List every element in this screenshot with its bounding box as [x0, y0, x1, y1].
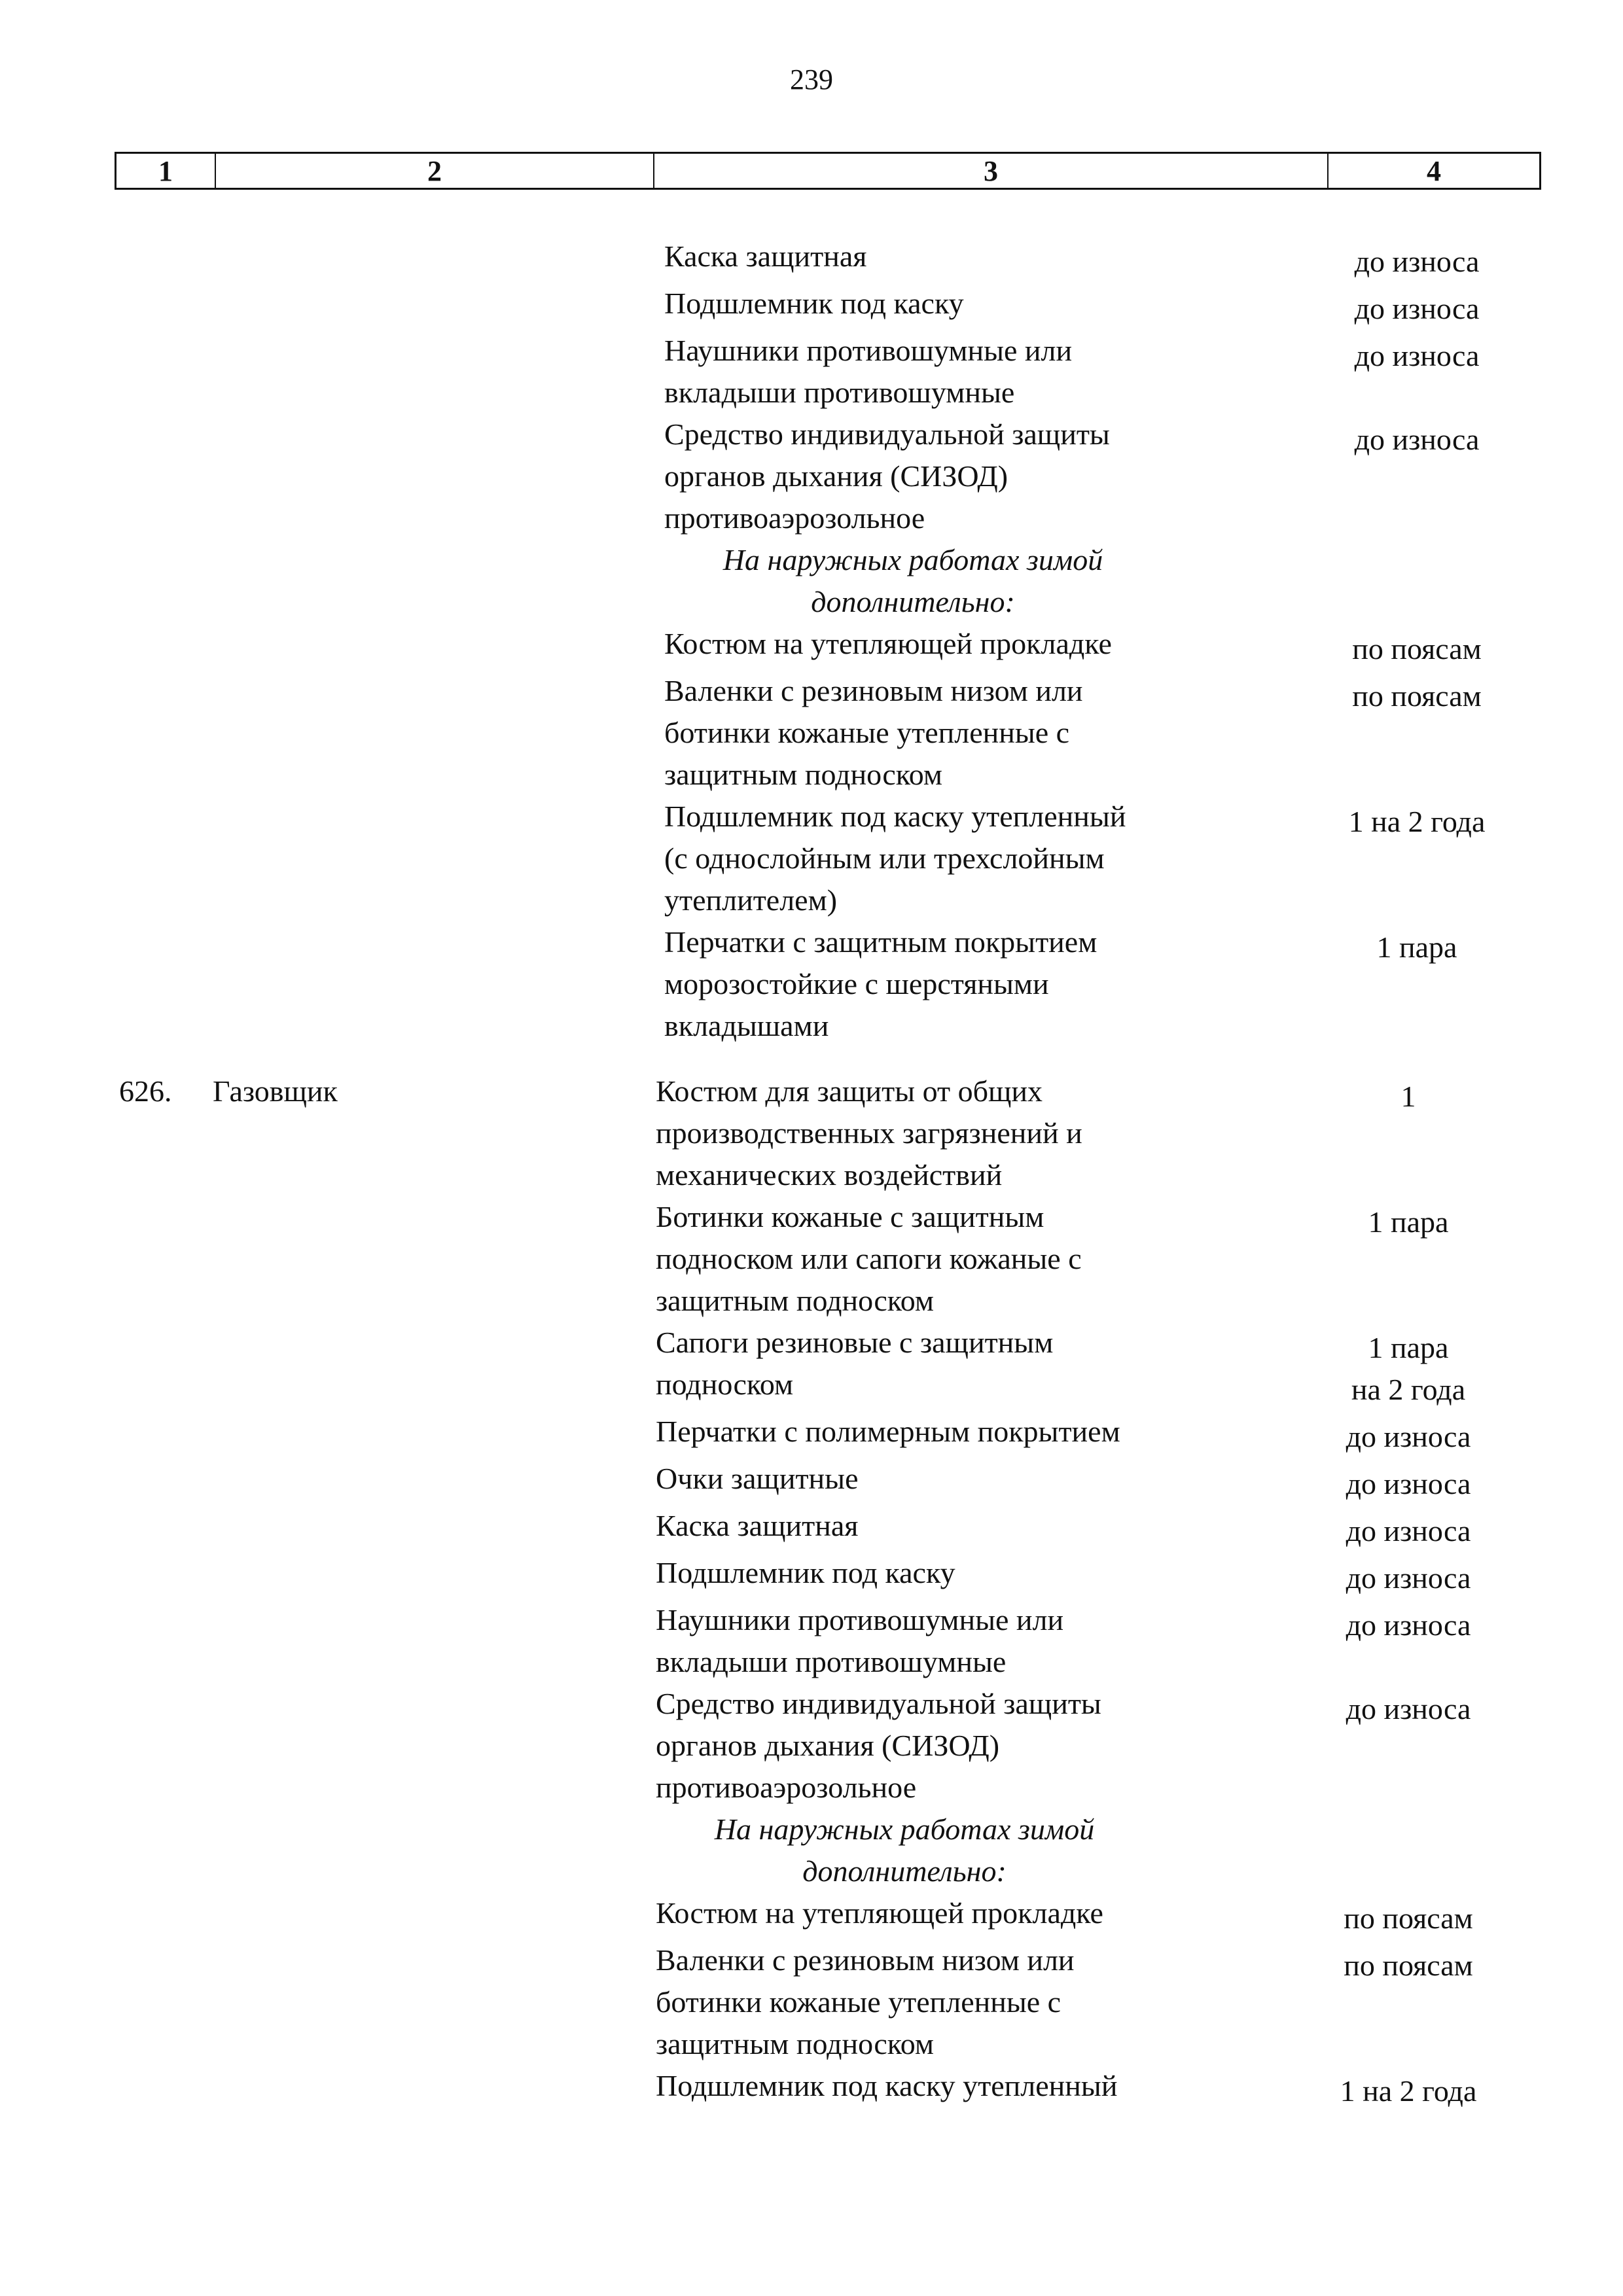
column-header-3: 3 [653, 154, 1327, 188]
ppe-item-name: Подшлемник под каску утепленный [656, 2069, 1118, 2102]
ppe-item-row [656, 1552, 1572, 1599]
ppe-item-norm: по поясам [1344, 1949, 1473, 1982]
ppe-item-row [656, 1458, 1572, 1505]
ppe-item-row [664, 283, 1580, 330]
ppe-item-name: Очки защитные [656, 1462, 859, 1495]
ppe-item-name: Костюм для защиты от общих производственных загрязнений и механических воздействий [656, 1074, 1082, 1192]
ppe-item-norm: до износа [1346, 1561, 1471, 1595]
ppe-item-name: Перчатки с полимерным покрытием [656, 1415, 1120, 1448]
ppe-item-name: Сапоги резиновые с защитным подноском [656, 1326, 1054, 1401]
ppe-item-name: Валенки с резиновым низом или ботинки кожаные утепленные с защитным подноском [664, 674, 1083, 791]
ppe-item-norm: 1 [1400, 1080, 1416, 1113]
page-number: 239 [790, 63, 833, 96]
ppe-item-norm: 1 на 2 года [1348, 805, 1486, 838]
entry-626-items [656, 1070, 1572, 2112]
ppe-item-name: Подшлемник под каску [664, 287, 964, 320]
ppe-item-name: Каска защитная [664, 239, 867, 273]
ppe-item-row [656, 1505, 1572, 1552]
winter-subheader: На наружных работах зимой дополнительно: [722, 543, 1103, 618]
ppe-item-norm: 1 пара [1376, 930, 1457, 964]
ppe-item-norm: до износа [1354, 339, 1480, 372]
ppe-item-row [656, 1683, 1572, 1809]
ppe-item-row [664, 670, 1580, 796]
ppe-item-row [664, 921, 1580, 1047]
ppe-item-norm: до износа [1354, 423, 1480, 456]
ppe-item-name: Средство индивидуальной защиты органов дыхания (СИЗОД) противоаэрозольное [664, 417, 1110, 535]
ppe-item-norm: до износа [1346, 1514, 1471, 1547]
column-header-2: 2 [215, 154, 653, 188]
ppe-item-norm: до износа [1354, 245, 1480, 278]
ppe-item-row [664, 236, 1580, 283]
ppe-item-row [656, 1196, 1572, 1322]
ppe-item-norm: до износа [1346, 1692, 1471, 1725]
ppe-item-name: Подшлемник под каску утепленный (с однослойным или трехслойным утеплителем) [664, 800, 1126, 917]
ppe-item-name: Костюм на утепляющей прокладке [656, 1896, 1103, 1930]
ppe-item-row [664, 330, 1580, 414]
ppe-item-name: Наушники противошумные или вкладыши противошумные [656, 1603, 1064, 1678]
ppe-item-row [664, 414, 1580, 539]
ppe-item-name: Валенки с резиновым низом или ботинки кожаные утепленные с защитным подноском [656, 1943, 1075, 2060]
ppe-item-row [664, 623, 1580, 670]
ppe-item-norm: 1 на 2 года [1340, 2074, 1477, 2108]
ppe-item-name: Костюм на утепляющей прокладке [664, 627, 1112, 660]
column-header-row [115, 152, 1541, 190]
ppe-item-row [656, 2065, 1572, 2112]
ppe-item-row [656, 1411, 1572, 1458]
ppe-item-row [656, 1892, 1572, 1939]
ppe-item-norm: до износа [1354, 292, 1480, 325]
continuation-items [664, 236, 1580, 1047]
winter-subheader: На наружных работах зимой дополнительно: [714, 1812, 1095, 1888]
entry-number: 626. [119, 1074, 172, 1108]
ppe-item-name: Каска защитная [656, 1509, 859, 1542]
ppe-item-norm: до износа [1346, 1608, 1471, 1642]
ppe-item-name: Наушники противошумные или вкладыши противошумные [664, 334, 1073, 409]
ppe-item-row [656, 1939, 1572, 2065]
ppe-item-name: Подшлемник под каску [656, 1556, 955, 1589]
ppe-item-norm: до износа [1346, 1420, 1471, 1453]
column-header-4: 4 [1327, 154, 1539, 188]
ppe-item-name: Средство индивидуальной защиты органов дыхания (СИЗОД) противоаэрозольное [656, 1687, 1101, 1804]
ppe-item-name: Ботинки кожаные с защитным подноском или сапоги кожаные с защитным подноском [656, 1200, 1082, 1317]
ppe-item-norm: по поясам [1344, 1901, 1473, 1935]
ppe-item-norm: по поясам [1352, 679, 1482, 713]
ppe-item-row [656, 1070, 1572, 1196]
ppe-item-row [656, 1322, 1572, 1411]
column-header-1: 1 [158, 154, 173, 187]
ppe-item-name: Перчатки с защитным покрытием морозостойкие с шерстяными вкладышами [664, 925, 1097, 1042]
profession-name: Газовщик [213, 1074, 338, 1108]
ppe-item-norm: 1 пара [1368, 1205, 1449, 1239]
ppe-item-norm: по поясам [1352, 632, 1482, 665]
ppe-item-norm: 1 пара на 2 года [1351, 1331, 1466, 1406]
ppe-item-norm: до износа [1346, 1467, 1471, 1500]
ppe-item-row [664, 796, 1580, 921]
ppe-item-row [656, 1599, 1572, 1683]
